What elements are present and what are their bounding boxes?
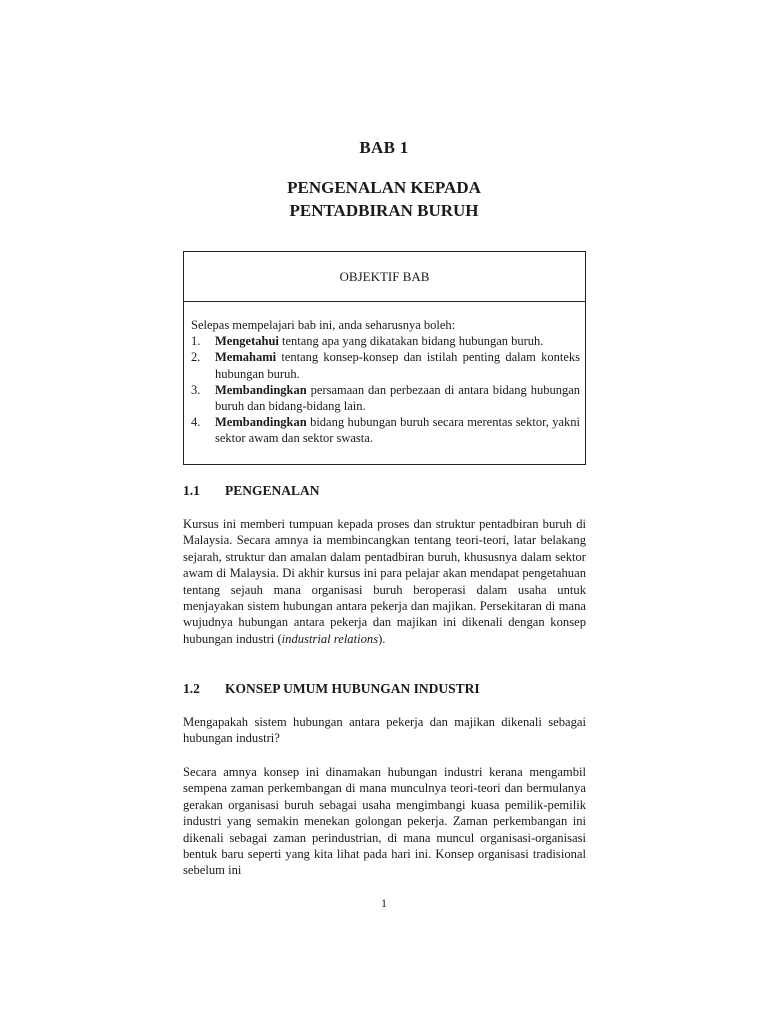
page-number: 1	[381, 896, 387, 910]
objective-text	[215, 333, 580, 349]
section-heading-1-1	[183, 483, 320, 499]
chapter-title	[0, 176, 768, 222]
objective-number: 2.	[191, 350, 201, 365]
chapter-title-line-1: PENGENALAN KEPADA	[287, 178, 481, 197]
objective-item	[191, 349, 580, 381]
intro-paragraph-end: ).	[378, 631, 386, 646]
chapter-title-line-2: PENTADBIRAN BURUH	[289, 201, 479, 220]
section-number: 1.2	[183, 681, 200, 696]
objective-number: 4.	[191, 415, 201, 430]
objective-verb: Membandingkan	[215, 382, 307, 397]
objectives-body	[184, 302, 585, 447]
objective-item	[191, 382, 580, 414]
objectives-intro: Selepas mempelajari bab ini, anda seharusnya boleh:	[191, 318, 456, 332]
objectives-box	[183, 251, 586, 465]
objective-verb: Membandingkan	[215, 415, 307, 430]
intro-paragraph	[183, 516, 586, 647]
question-paragraph: Mengapakah sistem hubungan antara pekerja dan majikan dikenali sebagai hubungan industri?	[183, 715, 586, 746]
objective-text	[215, 349, 580, 381]
objectives-list	[191, 333, 580, 446]
section-number: 1.1	[183, 483, 200, 498]
objective-description: bidang hubungan buruh secara merentas sektor, yakni sektor awam dan sektor swasta.	[215, 415, 580, 446]
chapter-number: BAB 1	[359, 138, 409, 157]
objective-description: tentang konsep-konsep dan istilah penting dalam konteks hubungan buruh.	[215, 350, 580, 381]
objective-description: tentang apa yang dikatakan bidang hubungan buruh.	[278, 334, 544, 349]
section-title: KONSEP UMUM HUBUNGAN INDUSTRI	[225, 681, 480, 696]
section-title: PENGENALAN	[225, 483, 320, 498]
intro-paragraph-text: Kursus ini memberi tumpuan kepada proses dan struktur pentadbiran buruh di Malaysia. Secara amnya ia membincangkan tentang teori-teori, latar belakang sejarah, struktur dan amalan dalam pentadbiran buruh, khususnya dalam sektor awam di Malaysia. Di akhir kursus ini para pelajar akan mendapat pengetahuan tentang sejauh mana organisasi buruh beroperasi dalam usaha untuk menjayakan sistem hubungan antara pekerja dan majikan. Persekitaran di mana wujudnya hubungan antara pekerja dan majikan ini dikenali dengan konsep hubungan industri (	[183, 517, 586, 646]
objective-text	[215, 382, 580, 414]
objective-verb: Mengetahui	[215, 334, 279, 349]
intro-paragraph-italic: industrial relations	[281, 631, 379, 646]
objective-item	[191, 333, 580, 349]
objective-description: persamaan dan perbezaan di antara bidang hubungan buruh dan bidang-bidang lain.	[215, 382, 580, 414]
concept-paragraph: Secara amnya konsep ini dinamakan hubungan industri kerana mengambil sempena zaman perkembangan di mana munculnya teori-teori dan bermulanya gerakan organisasi buruh sebagai usaha mengimbangi kuasa pemilik-pemilik industri yang semakin menekan golongan pekerja. Zaman perkembangan ini dikenali sebagai zaman perindustrian, di mana muncul organisasi-organisasi bentuk baru seperti yang kita lihat pada hari ini. Konsep organisasi tradisional sebelum ini	[183, 765, 586, 878]
objective-item	[191, 414, 580, 446]
section-heading-1-2	[183, 681, 480, 697]
objective-verb: Memahami	[215, 350, 277, 365]
objective-number: 3.	[191, 382, 201, 397]
objective-number: 1.	[191, 334, 201, 349]
objective-text	[215, 414, 580, 446]
objectives-heading: OBJEKTIF BAB	[184, 252, 585, 302]
